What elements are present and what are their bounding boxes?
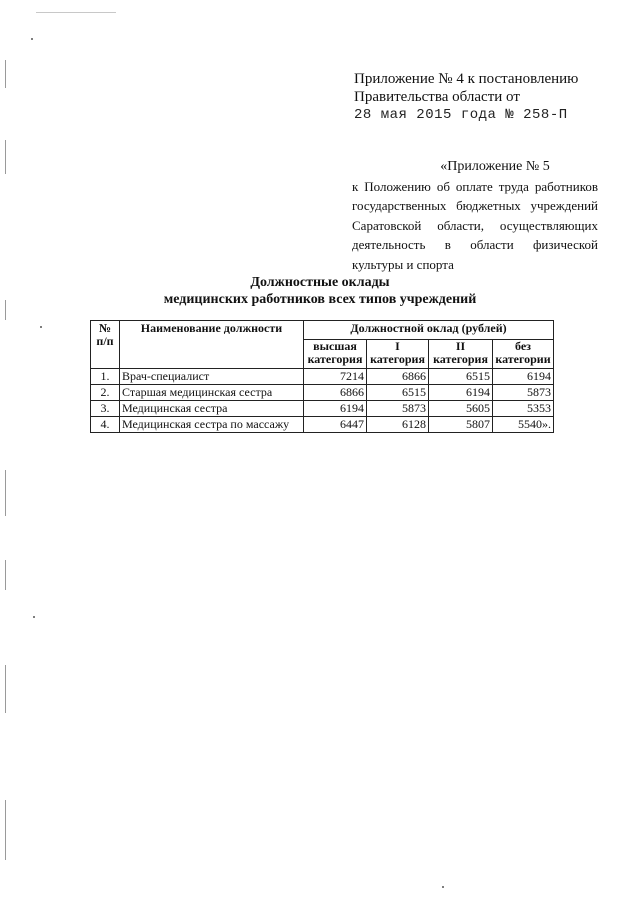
scan-speck bbox=[33, 616, 35, 618]
row-salary: 6515 bbox=[367, 385, 429, 401]
scan-margin-mark bbox=[5, 140, 6, 174]
appendix-header-line: Правительства области от bbox=[354, 89, 520, 105]
row-position: Врач-специалист bbox=[120, 369, 304, 385]
document-subtitle: медицинских работников всех типов учреждений bbox=[163, 292, 477, 307]
scan-margin-mark bbox=[5, 560, 6, 590]
scan-margin-mark bbox=[5, 60, 6, 88]
scan-margin-mark bbox=[5, 800, 6, 860]
row-salary: 5873 bbox=[493, 385, 554, 401]
scan-margin-mark bbox=[5, 665, 6, 713]
row-salary: 6128 bbox=[367, 417, 429, 433]
table-row bbox=[91, 401, 554, 417]
row-position: Медицинская сестра bbox=[120, 401, 304, 417]
row-salary: 6447 bbox=[304, 417, 367, 433]
annex-body: к Положению об оплате труда работников государственных бюджетных учреждений Саратовской области, осуществляющих деятельность в области физической культуры и спорта bbox=[352, 178, 598, 272]
scan-top-rule bbox=[36, 12, 116, 13]
row-number: 4. bbox=[91, 417, 120, 433]
row-salary: 5540». bbox=[493, 417, 554, 433]
header-category: II категория bbox=[429, 340, 493, 369]
table-header-row bbox=[91, 321, 554, 340]
header-category: высшая категория bbox=[304, 340, 367, 369]
row-salary: 5873 bbox=[367, 401, 429, 417]
scan-speck bbox=[40, 326, 42, 328]
scan-margin-mark bbox=[5, 300, 6, 320]
annex-title: «Приложение № 5 bbox=[440, 159, 550, 174]
row-number: 1. bbox=[91, 369, 120, 385]
row-salary: 6194 bbox=[304, 401, 367, 417]
annex-reference bbox=[352, 157, 598, 274]
row-salary: 6866 bbox=[304, 385, 367, 401]
row-number: 3. bbox=[91, 401, 120, 417]
salary-table bbox=[90, 320, 554, 433]
header-position: Наименование должности bbox=[120, 321, 304, 369]
row-salary: 6194 bbox=[493, 369, 554, 385]
table-row bbox=[91, 369, 554, 385]
scan-speck bbox=[442, 886, 444, 888]
appendix-date-stamp: 28 мая 2015 года № 258-П bbox=[354, 107, 568, 123]
table-row bbox=[91, 385, 554, 401]
header-category: без категории bbox=[493, 340, 554, 369]
header-salary-group: Должностной оклад (рублей) bbox=[304, 321, 554, 340]
row-salary: 6515 bbox=[429, 369, 493, 385]
appendix-header bbox=[354, 70, 614, 124]
document-title: Должностные оклады bbox=[250, 275, 390, 290]
row-salary: 5605 bbox=[429, 401, 493, 417]
appendix-header-line: Приложение № 4 к постановлению bbox=[354, 71, 579, 87]
row-salary: 6866 bbox=[367, 369, 429, 385]
table-row bbox=[91, 417, 554, 433]
header-category: I категория bbox=[367, 340, 429, 369]
row-salary: 5807 bbox=[429, 417, 493, 433]
scan-margin-mark bbox=[5, 470, 6, 516]
row-salary: 7214 bbox=[304, 369, 367, 385]
row-salary: 5353 bbox=[493, 401, 554, 417]
scan-speck bbox=[31, 38, 33, 40]
row-number: 2. bbox=[91, 385, 120, 401]
row-salary: 6194 bbox=[429, 385, 493, 401]
header-number: № п/п bbox=[91, 321, 120, 369]
row-position: Медицинская сестра по массажу bbox=[120, 417, 304, 433]
row-position: Старшая медицинская сестра bbox=[120, 385, 304, 401]
